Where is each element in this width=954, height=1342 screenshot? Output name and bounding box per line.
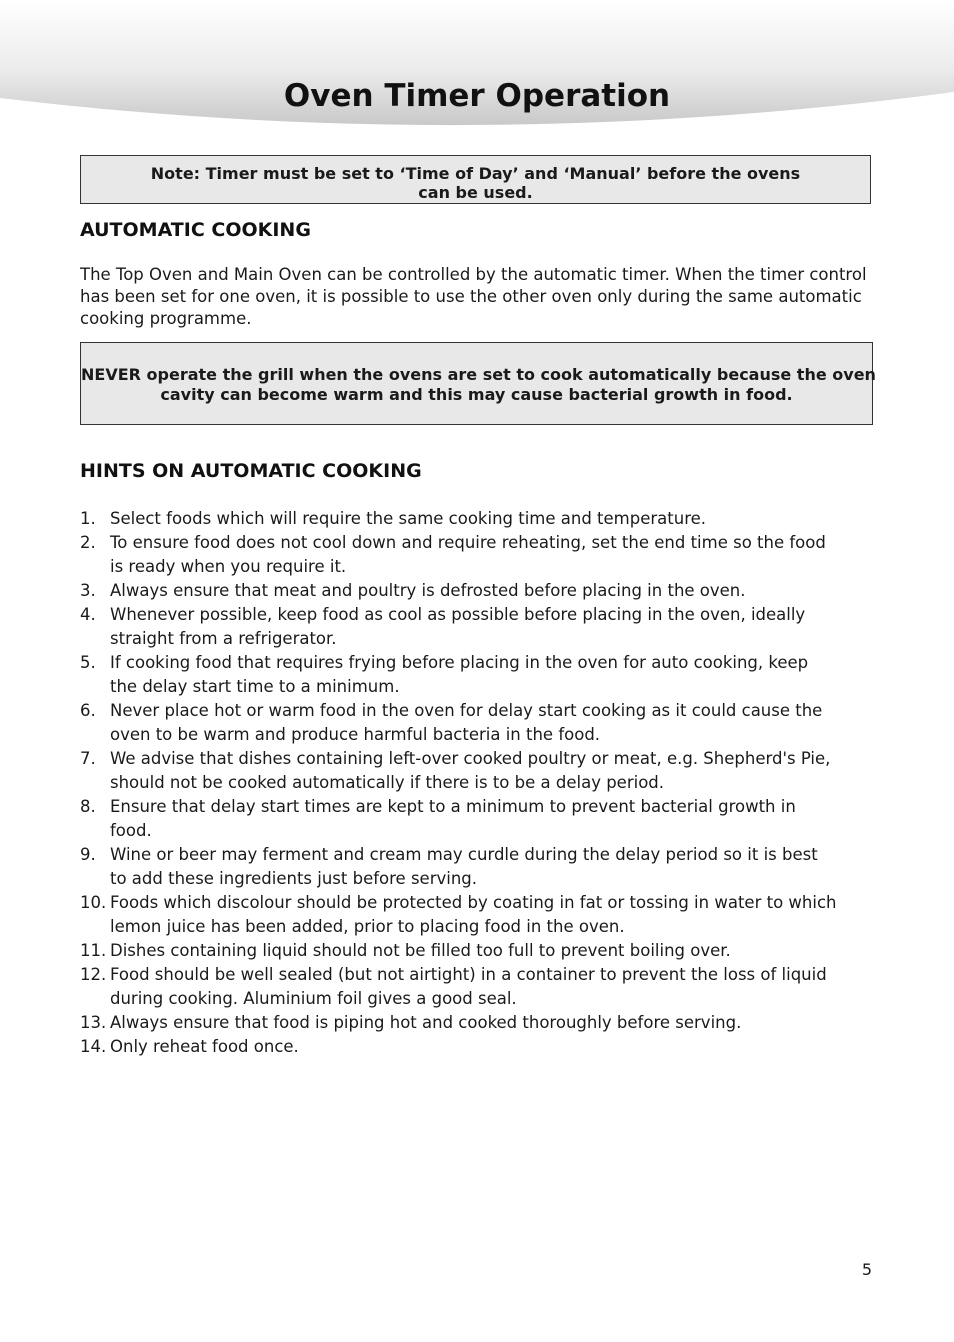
hint-item (80, 939, 860, 963)
note-line: Note: Timer must be set to ‘Time of Day’ and ‘Manual’ before the ovens (150, 164, 801, 183)
hint-number: 14. (80, 1037, 107, 1056)
hint-item (80, 963, 860, 1011)
hint-text-line: Ensure that delay start times are kept to a minimum to prevent bacterial growth in (110, 797, 796, 816)
hint-item (80, 1035, 860, 1059)
hint-text-line: Food should be well sealed (but not airtight) in a container to prevent the loss of liquid (110, 965, 827, 984)
hint-item (80, 891, 860, 939)
hint-item (80, 747, 860, 795)
hint-text-line: Always ensure that meat and poultry is defrosted before placing in the oven. (110, 581, 746, 600)
hint-text-line: Wine or beer may ferment and cream may curdle during the delay period so it is best (110, 845, 818, 864)
hint-number: 2. (80, 533, 96, 552)
hint-item (80, 843, 860, 891)
hint-item (80, 579, 860, 603)
paragraph-line: The Top Oven and Main Oven can be controlled by the automatic timer. When the timer control (80, 265, 867, 284)
hint-number: 13. (80, 1013, 107, 1032)
paragraph-line: cooking programme. (80, 309, 252, 328)
hint-text-line: Always ensure that food is piping hot and cooked thoroughly before serving. (110, 1013, 742, 1032)
warning-line: NEVER operate the grill when the ovens are set to cook automatically because the oven (81, 365, 876, 384)
hints-heading: HINTS ON AUTOMATIC COOKING (80, 460, 422, 482)
hint-number: 3. (80, 581, 96, 600)
hint-text-line: straight from a refrigerator. (110, 629, 337, 648)
hint-text-line: Never place hot or warm food in the oven for delay start cooking as it could cause the (110, 701, 823, 720)
warning-line: cavity can become warm and this may cause bacterial growth in food. (160, 385, 793, 404)
hint-item (80, 603, 860, 651)
hint-item (80, 507, 860, 531)
hint-number: 6. (80, 701, 96, 720)
hint-text-line: oven to be warm and produce harmful bacteria in the food. (110, 725, 601, 744)
hint-item (80, 651, 860, 699)
hint-number: 10. (80, 893, 107, 912)
hints-list (80, 507, 860, 1059)
note-line: can be used. (418, 183, 533, 202)
hint-number: 4. (80, 605, 96, 624)
hint-number: 9. (80, 845, 96, 864)
hint-text-line: lemon juice has been added, prior to placing food in the oven. (110, 917, 625, 936)
hint-text-line: Select foods which will require the same cooking time and temperature. (110, 509, 707, 528)
hint-text-line: should not be cooked automatically if there is to be a delay period. (110, 773, 665, 792)
hint-text-line: Dishes containing liquid should not be filled too full to prevent boiling over. (110, 941, 731, 960)
hint-item (80, 1011, 860, 1035)
page-number: 5 (861, 1260, 872, 1279)
hint-text-line: If cooking food that requires frying before placing in the oven for auto cooking, keep (110, 653, 809, 672)
timer-note-box (80, 155, 871, 204)
hint-number: 5. (80, 653, 96, 672)
hint-number: 8. (80, 797, 96, 816)
paragraph-line: has been set for one oven, it is possible to use the other oven only during the same automatic (80, 287, 862, 306)
hint-number: 11. (80, 941, 107, 960)
automatic-cooking-heading: AUTOMATIC COOKING (80, 219, 311, 241)
hint-number: 12. (80, 965, 107, 984)
hint-text-line: Only reheat food once. (110, 1037, 299, 1056)
hint-text-line: to add these ingredients just before serving. (110, 869, 478, 888)
hint-number: 1. (80, 509, 96, 528)
hint-text-line: Foods which discolour should be protected by coating in fat or tossing in water to which (110, 893, 837, 912)
hint-text-line: food. (110, 821, 152, 840)
hint-text-line: We advise that dishes containing left-over cooked poultry or meat, e.g. Shepherd's Pie, (110, 749, 831, 768)
hint-item (80, 699, 860, 747)
hint-item (80, 795, 860, 843)
automatic-cooking-paragraph (80, 264, 870, 330)
page-title: Oven Timer Operation (283, 78, 671, 114)
hint-item (80, 531, 860, 579)
hint-text-line: during cooking. Aluminium foil gives a good seal. (110, 989, 517, 1008)
hint-number: 7. (80, 749, 96, 768)
grill-warning-box (80, 342, 876, 425)
hint-text-line: To ensure food does not cool down and require reheating, set the end time so the food (110, 533, 826, 552)
hint-text-line: the delay start time to a minimum. (110, 677, 400, 696)
hint-text-line: Whenever possible, keep food as cool as possible before placing in the oven, ideally (110, 605, 806, 624)
hint-text-line: is ready when you require it. (110, 557, 347, 576)
